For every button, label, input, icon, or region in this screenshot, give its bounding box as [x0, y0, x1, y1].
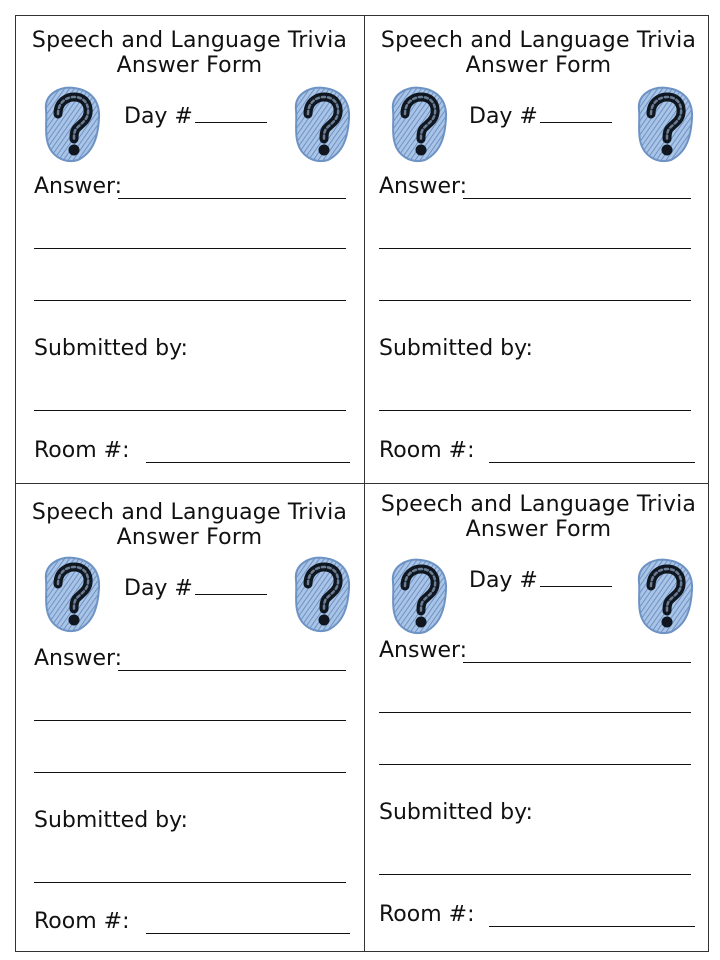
- question-mark-icon: [38, 554, 104, 634]
- question-mark-icon: [288, 84, 354, 164]
- room-label: Room #:: [379, 438, 475, 463]
- answer-line: [379, 764, 691, 765]
- question-mark-icon: [631, 556, 697, 636]
- room-line: [146, 462, 350, 463]
- submitted-by-label: Submitted by:: [34, 808, 188, 833]
- room-label: Room #:: [34, 909, 130, 934]
- answer-label: Answer:: [379, 174, 468, 199]
- submitted-by-line: [379, 410, 691, 411]
- day-number-field: [124, 576, 267, 601]
- answer-form-card: [365, 16, 712, 484]
- day-blank: [195, 104, 267, 123]
- day-label: Day #: [469, 104, 538, 129]
- answer-line: [34, 248, 346, 249]
- submitted-by-label: Submitted by:: [379, 336, 533, 361]
- day-blank: [540, 104, 612, 123]
- form-title-line2: Answer Form: [116, 525, 263, 550]
- submitted-by-line: [379, 874, 691, 875]
- answer-label: Answer:: [379, 638, 468, 663]
- room-line: [146, 933, 350, 934]
- answer-form-card: [16, 16, 363, 484]
- answer-line: [463, 198, 691, 199]
- answer-line: [34, 300, 346, 301]
- day-blank: [195, 576, 267, 595]
- submitted-by-label: Submitted by:: [379, 800, 533, 825]
- submitted-by-label: Submitted by:: [34, 336, 188, 361]
- answer-line: [379, 300, 691, 301]
- answer-form-card: [365, 484, 712, 952]
- form-title-line1: Speech and Language Trivia: [31, 28, 348, 53]
- day-label: Day #: [124, 576, 193, 601]
- form-title-line2: Answer Form: [465, 53, 612, 78]
- question-mark-icon: [385, 84, 451, 164]
- room-label: Room #:: [379, 902, 475, 927]
- trivia-form-sheet: [15, 15, 709, 952]
- question-mark-icon: [288, 554, 354, 634]
- day-number-field: [469, 104, 612, 129]
- answer-line: [118, 670, 346, 671]
- question-mark-icon: [385, 556, 451, 636]
- form-title-line1: Speech and Language Trivia: [31, 500, 348, 525]
- form-title-line1: Speech and Language Trivia: [380, 492, 697, 517]
- form-title-line1: Speech and Language Trivia: [380, 28, 697, 53]
- question-mark-icon: [631, 84, 697, 164]
- submitted-by-line: [34, 410, 346, 411]
- answer-line: [463, 662, 691, 663]
- day-number-field: [469, 568, 612, 593]
- form-title-line2: Answer Form: [465, 517, 612, 542]
- answer-line: [379, 248, 691, 249]
- room-line: [489, 926, 695, 927]
- answer-label: Answer:: [34, 646, 123, 671]
- answer-label: Answer:: [34, 174, 123, 199]
- day-label: Day #: [469, 568, 538, 593]
- day-number-field: [124, 104, 267, 129]
- submitted-by-line: [34, 882, 346, 883]
- answer-line: [34, 772, 346, 773]
- question-mark-icon: [38, 84, 104, 164]
- day-blank: [540, 568, 612, 587]
- room-label: Room #:: [34, 438, 130, 463]
- answer-form-card: [16, 484, 363, 952]
- answer-line: [34, 720, 346, 721]
- answer-line: [379, 712, 691, 713]
- form-title-line2: Answer Form: [116, 53, 263, 78]
- answer-line: [118, 198, 346, 199]
- day-label: Day #: [124, 104, 193, 129]
- room-line: [489, 462, 695, 463]
